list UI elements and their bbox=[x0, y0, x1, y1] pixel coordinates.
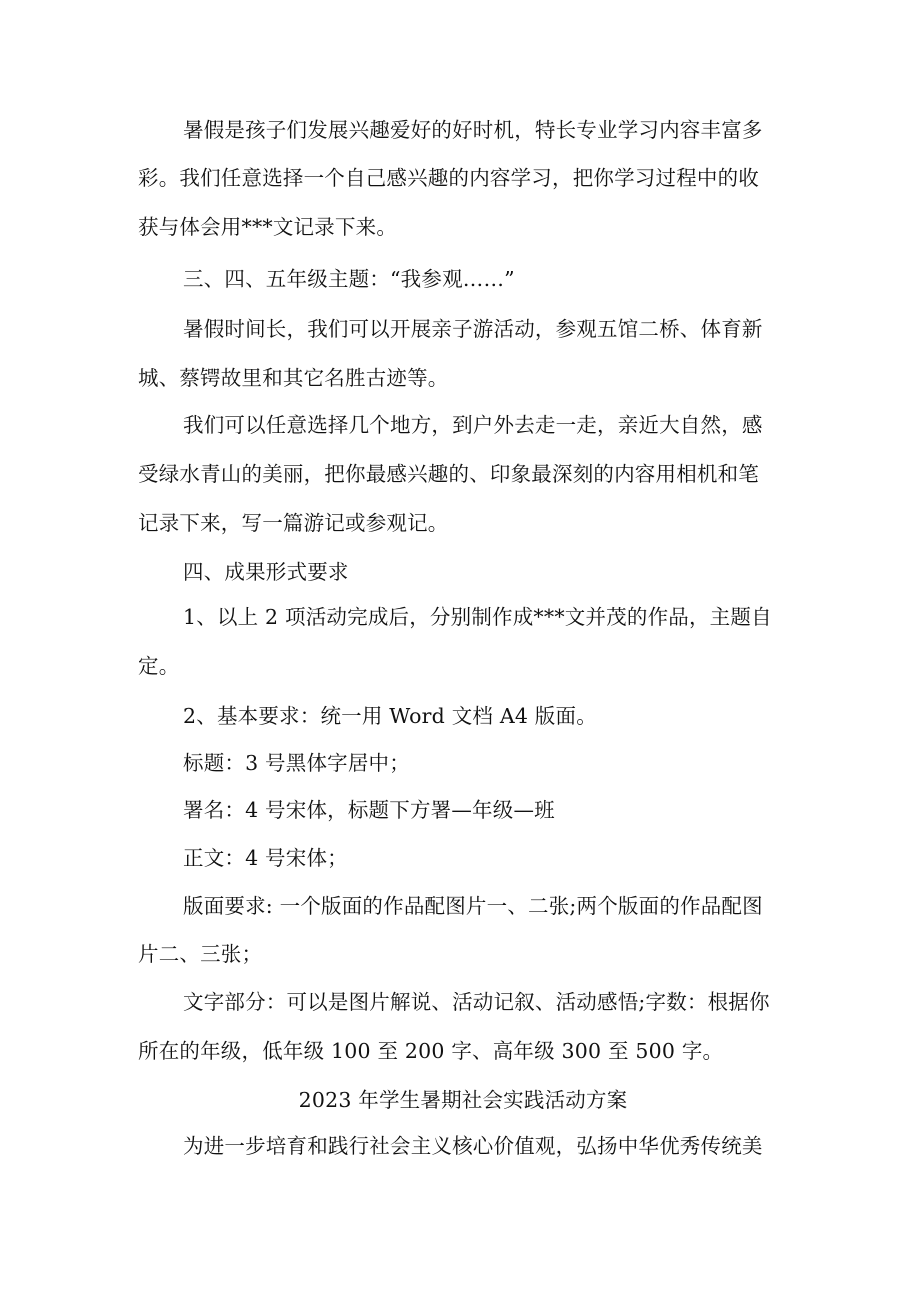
paragraph-line: 文字部分：可以是图片解说、活动记叙、活动感悟;字数：根据你 bbox=[183, 990, 770, 1014]
paragraph-line: 暑假是孩子们发展兴趣爱好的好时机，特长专业学习内容丰富多 bbox=[183, 118, 763, 142]
paragraph-line: 暑假时间长，我们可以开展亲子游活动，参观五馆二桥、体育新 bbox=[183, 317, 763, 341]
paragraph-line: 定。 bbox=[138, 654, 180, 678]
paragraph-line: 受绿水青山的美丽，把你最感兴趣的、印象最深刻的内容用相机和笔 bbox=[138, 462, 759, 486]
paragraph-line: 彩。我们任意选择一个自己感兴趣的内容学习，把你学习过程中的收 bbox=[138, 166, 759, 190]
paragraph-line: 片二、三张； bbox=[138, 942, 263, 966]
section-heading: 四、成果形式要求 bbox=[183, 560, 349, 584]
section-heading: 三、四、五年级主题：“我参观……” bbox=[183, 267, 515, 291]
paragraph-line: 版面要求: 一个版面的作品配图片一、二张;两个版面的作品配图 bbox=[183, 894, 763, 918]
paragraph-line: 署名：4 号宋体，标题下方署—年级—班 bbox=[183, 798, 555, 822]
paragraph-line: 2、基本要求：统一用 Word 文档 A4 版面。 bbox=[183, 704, 597, 728]
paragraph-line: 标题：3 号黑体字居中； bbox=[183, 751, 410, 775]
paragraph-line: 1、以上 2 项活动完成后，分别制作成***文并茂的作品，主题自 bbox=[183, 605, 772, 629]
paragraph-line: 我们可以任意选择几个地方，到户外去走一走，亲近大自然，感 bbox=[183, 413, 763, 437]
paragraph-line: 所在的年级，低年级 100 至 200 字、高年级 300 至 500 字。 bbox=[138, 1039, 724, 1063]
paragraph-line: 记录下来，写一篇游记或参观记。 bbox=[138, 511, 449, 535]
paragraph-line: 城、蔡锷故里和其它名胜古迹等。 bbox=[138, 366, 449, 390]
paragraph-line: 正文：4 号宋体； bbox=[183, 846, 348, 870]
document-title: 2023 年学生暑期社会实践活动方案 bbox=[298, 1088, 628, 1112]
paragraph-line: 获与体会用***文记录下来。 bbox=[138, 215, 398, 239]
paragraph-line: 为进一步培育和践行社会主义核心价值观，弘扬中华优秀传统美 bbox=[183, 1134, 763, 1158]
